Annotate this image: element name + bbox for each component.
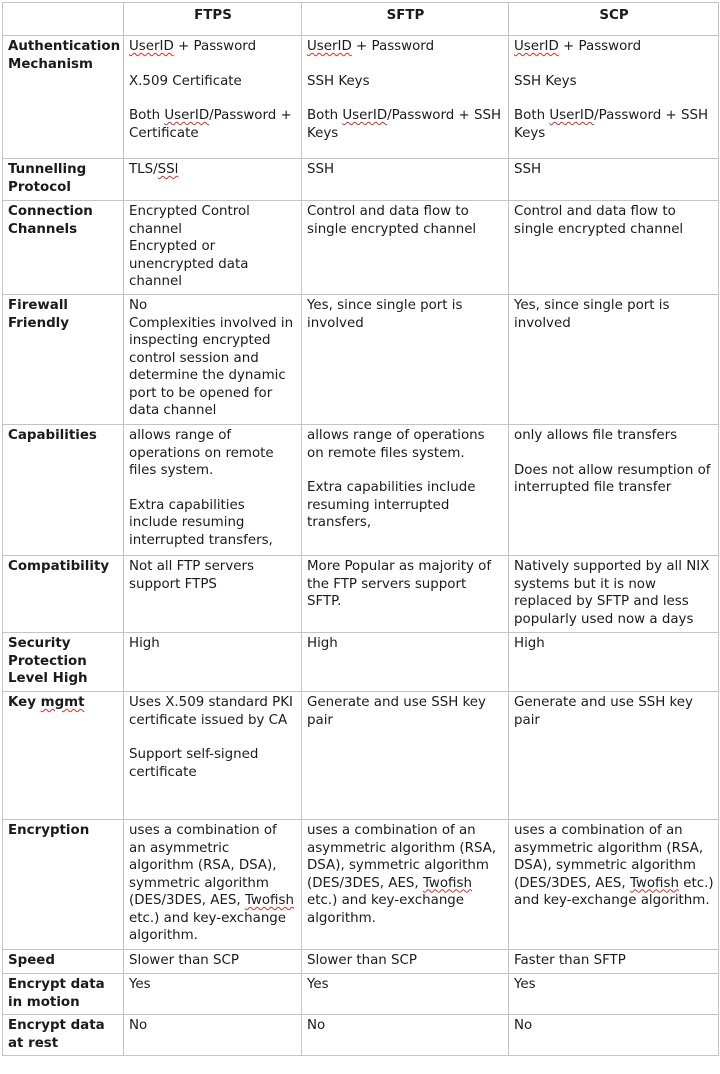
table-row <box>3 295 719 425</box>
cell-text: High <box>514 636 545 651</box>
ftps-cell <box>124 201 302 295</box>
cell-text: Generate and use SSH key pair <box>514 695 693 728</box>
cell-text: High <box>129 636 160 651</box>
cell-text: Does not allow resumption of interrupted file transfer <box>514 462 711 495</box>
cell-text: UserID + Password <box>129 39 257 54</box>
row-label: Security Protection Level High <box>3 633 124 692</box>
ftps-cell <box>124 556 302 633</box>
cell-text: No <box>307 1018 326 1033</box>
cell-text: Both UserID/Password + Certificate <box>129 108 292 141</box>
table-row <box>3 36 719 159</box>
table-row <box>3 556 719 633</box>
cell-text: Support self-signed certificate <box>129 747 259 780</box>
cell-text: Yes <box>514 977 536 992</box>
ftps-cell <box>124 159 302 201</box>
cell-text: X.509 Certificate <box>129 73 242 89</box>
cell-text: SSH Keys <box>514 73 577 89</box>
cell-text: Control and data flow to single encrypted channel <box>514 204 684 237</box>
cell-text: Slower than SCP <box>129 953 239 968</box>
table-row <box>3 974 719 1015</box>
ftps-cell <box>124 974 302 1015</box>
sftp-cell <box>302 159 509 201</box>
cell-text: Control and data flow to single encrypted channel <box>307 204 477 237</box>
sftp-cell <box>302 1015 509 1056</box>
cell-text: Faster than SFTP <box>514 953 626 968</box>
table-row <box>3 633 719 692</box>
cell-text: Yes, since single port is involved <box>514 298 670 331</box>
cell-text: Generate and use SSH key pair <box>307 695 486 728</box>
scp-cell <box>509 974 719 1015</box>
cell-text: No <box>129 1018 148 1033</box>
table-row <box>3 159 719 201</box>
sftp-cell <box>302 820 509 950</box>
cell-text: Both UserID/Password + SSH Keys <box>307 108 502 141</box>
scp-cell <box>509 556 719 633</box>
scp-cell <box>509 295 719 425</box>
scp-cell <box>509 950 719 974</box>
row-label: Capabilities <box>3 425 124 556</box>
scp-cell <box>509 1015 719 1056</box>
row-label: Speed <box>3 950 124 974</box>
cell-text: Extra capabilities include resuming interrupted transfers, <box>307 480 476 530</box>
cell-text: Encrypted Control channel <box>129 204 250 237</box>
sftp-cell <box>302 201 509 295</box>
sftp-cell <box>302 295 509 425</box>
cell-text: Not all FTP servers support FTPS <box>129 559 254 592</box>
cell-text: More Popular as majority of the FTP servers support SFTP. <box>307 559 492 609</box>
cell-text: High <box>307 636 338 651</box>
table-row <box>3 692 719 820</box>
row-label: Authentication Mechanism <box>3 36 124 159</box>
sftp-cell <box>302 633 509 692</box>
ftps-cell <box>124 692 302 820</box>
cell-text: allows range of operations on remote files system. <box>129 428 274 478</box>
ftps-cell <box>124 295 302 425</box>
row-label: Encryption <box>3 820 124 950</box>
ftps-cell <box>124 36 302 159</box>
cell-text: Extra capabilities include resuming interrupted transfers, <box>129 497 273 548</box>
cell-text: Yes <box>307 977 329 992</box>
row-label: Firewall Friendly <box>3 295 124 425</box>
sftp-cell <box>302 974 509 1015</box>
cell-text: Uses X.509 standard PKI certificate issued by CA <box>129 695 293 728</box>
cell-text: uses a combination of an asymmetric algorithm (RSA, DSA), symmetric algorithm (DES/3DES, AES, Twofish etc.) and key-exchange algorithm. <box>129 823 294 943</box>
cell-text: UserID + Password <box>514 39 642 54</box>
row-label: Tunnelling Protocol <box>3 159 124 201</box>
ftps-cell <box>124 633 302 692</box>
cell-text: TLS/SSl <box>129 162 179 177</box>
scp-cell <box>509 820 719 950</box>
cell-text: uses a combination of an asymmetric algorithm (RSA, DSA), symmetric algorithm (DES/3DES, AES, Twofish etc.) and key-exchange algorithm. <box>307 823 497 926</box>
comparison-table <box>2 2 719 1056</box>
sftp-cell <box>302 425 509 556</box>
scp-cell <box>509 692 719 820</box>
cell-text: only allows file transfers <box>514 428 678 443</box>
row-label: Encrypt data at rest <box>3 1015 124 1056</box>
table-row <box>3 820 719 950</box>
header-ftps: FTPS <box>124 3 302 36</box>
row-label: Compatibility <box>3 556 124 633</box>
ftps-cell <box>124 820 302 950</box>
sftp-cell <box>302 950 509 974</box>
cell-text: Yes <box>129 977 151 992</box>
row-label: Encrypt data in motion <box>3 974 124 1015</box>
cell-text: Encrypted or unencrypted data channel <box>129 239 249 289</box>
ftps-cell <box>124 950 302 974</box>
cell-text: UserID + Password <box>307 39 435 54</box>
scp-cell <box>509 425 719 556</box>
sftp-cell <box>302 692 509 820</box>
sftp-cell <box>302 556 509 633</box>
header-cell-empty <box>3 3 124 36</box>
scp-cell <box>509 201 719 295</box>
scp-cell <box>509 159 719 201</box>
scp-cell <box>509 633 719 692</box>
cell-text: No <box>129 298 148 313</box>
cell-text: Both UserID/Password + SSH Keys <box>514 108 709 141</box>
cell-text: No <box>514 1018 533 1033</box>
ftps-cell <box>124 425 302 556</box>
cell-text: Complexities involved in inspecting encrypted control session and determine the dynamic port to be opened for data channel <box>129 315 294 418</box>
table-row <box>3 950 719 974</box>
header-scp: SCP <box>509 3 719 36</box>
cell-text: allows range of operations on remote files system. <box>307 428 485 461</box>
header-row <box>3 3 719 36</box>
table-row <box>3 1015 719 1056</box>
cell-text: Natively supported by all NIX systems but it is now replaced by SFTP and less popularly used now a days <box>514 559 710 627</box>
cell-text: Yes, since single port is involved <box>307 298 463 331</box>
cell-text: SSH Keys <box>307 73 370 89</box>
sftp-cell <box>302 36 509 159</box>
row-label: Key mgmt <box>3 692 124 820</box>
cell-text: SSH <box>307 162 335 177</box>
cell-text: uses a combination of an asymmetric algorithm (RSA, DSA), symmetric algorithm (DES/3DES, AES, Twofish etc.) and key-exchange algorithm. <box>514 823 714 908</box>
row-label: Connection Channels <box>3 201 124 295</box>
header-sftp: SFTP <box>302 3 509 36</box>
ftps-cell <box>124 1015 302 1056</box>
cell-text: SSH <box>514 162 542 177</box>
cell-text: Slower than SCP <box>307 953 417 968</box>
scp-cell <box>509 36 719 159</box>
table-row <box>3 425 719 556</box>
table-row <box>3 201 719 295</box>
